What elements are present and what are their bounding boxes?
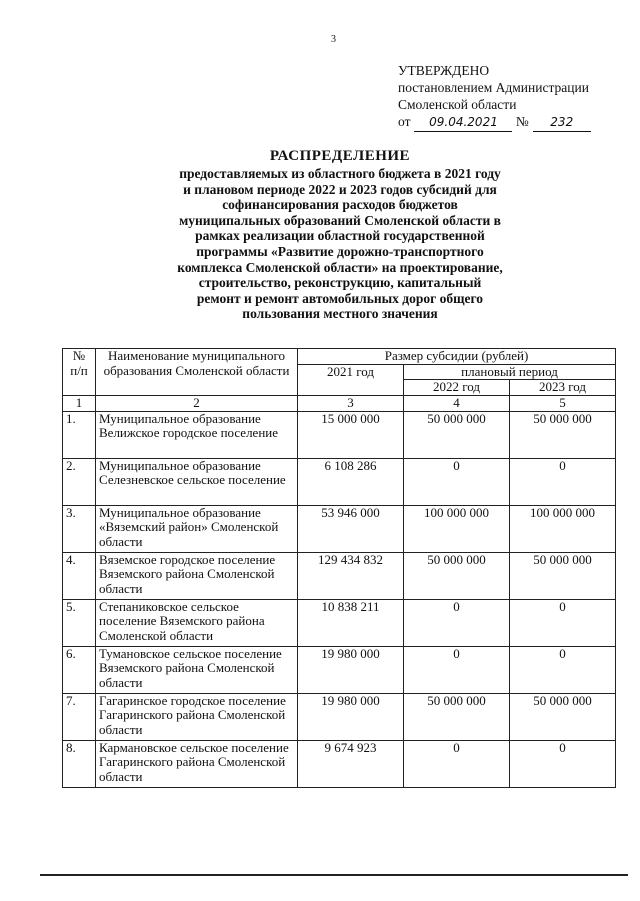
amount-2021: 19 980 000: [298, 646, 404, 693]
subtitle-line: муниципальных образований Смоленской области в: [179, 212, 501, 228]
amount-2021: 19 980 000: [298, 693, 404, 740]
header-2023: 2023 год: [510, 380, 616, 396]
date-prefix: от: [398, 114, 411, 129]
header-2022: 2022 год: [404, 380, 510, 396]
subtitle-line: пользования местного значения: [242, 306, 438, 322]
approval-date-line: [398, 113, 591, 132]
subtitle-line: и плановом периоде 2022 и 2023 годов субсидий для: [183, 181, 497, 197]
amount-2023: 0: [510, 740, 616, 787]
column-number: 5: [510, 395, 616, 411]
municipality-name: Степаниковское сельское поселение Вяземского района Смоленской области: [96, 599, 298, 646]
amount-2023: 50 000 000: [510, 411, 616, 458]
header-2021: 2021 год: [298, 364, 404, 395]
amount-2021: 10 838 211: [298, 599, 404, 646]
subtitle-line: предоставляемых из областного бюджета в 2021 году: [179, 166, 501, 181]
amount-2022: 50 000 000: [404, 693, 510, 740]
amount-2023: 100 000 000: [510, 505, 616, 552]
amount-2021: 15 000 000: [298, 411, 404, 458]
table-row: [63, 552, 616, 599]
approval-title: УТВЕРЖДЕНО: [398, 63, 490, 78]
row-number: 2.: [63, 458, 96, 505]
column-number: 4: [404, 395, 510, 411]
amount-2023: 50 000 000: [510, 693, 616, 740]
page-number: 3: [331, 34, 336, 45]
amount-2023: 0: [510, 599, 616, 646]
subtitle-line: программы «Развитие дорожно-транспортного: [196, 243, 484, 259]
row-number: 7.: [63, 693, 96, 740]
column-number: 2: [96, 395, 298, 411]
column-number: 1: [63, 395, 96, 411]
amount-2021: 6 108 286: [298, 458, 404, 505]
amount-2021: 129 434 832: [298, 552, 404, 599]
document-heading: [60, 146, 620, 322]
subtitle-line: ремонт и ремонт автомобильных дорог общего: [196, 290, 484, 306]
amount-2023: 0: [510, 646, 616, 693]
table-row: [63, 693, 616, 740]
table-row: [63, 411, 616, 458]
amount-2022: 0: [404, 740, 510, 787]
column-number-row: [63, 395, 616, 411]
amount-2022: 50 000 000: [404, 552, 510, 599]
table-row: [63, 505, 616, 552]
municipality-name: Кармановское сельское поселение Гагаринского района Смоленской области: [96, 740, 298, 787]
row-number: 8.: [63, 740, 96, 787]
amount-2022: 0: [404, 646, 510, 693]
number-prefix: №: [515, 114, 529, 129]
header-planned-period: плановый период: [404, 364, 616, 380]
approval-number: 232: [533, 114, 591, 132]
amount-2022: 50 000 000: [404, 411, 510, 458]
amount-2021: 9 674 923: [298, 740, 404, 787]
subtitle-line: рамках реализации областной государственной: [195, 228, 485, 244]
row-number: 5.: [63, 599, 96, 646]
document-subtitle: [60, 166, 620, 322]
bottom-rule: [40, 874, 628, 876]
subtitle-line: строительство, реконструкцию, капитальный: [198, 275, 482, 291]
amount-2023: 50 000 000: [510, 552, 616, 599]
row-number: 4.: [63, 552, 96, 599]
table-body: [63, 411, 616, 787]
approval-issuer: постановлением Администрации: [398, 80, 589, 95]
amount-2021: 53 946 000: [298, 505, 404, 552]
approval-date: 09.04.2021: [414, 114, 512, 132]
amount-2022: 0: [404, 458, 510, 505]
amount-2022: 0: [404, 599, 510, 646]
municipality-name: Муниципальное образование «Вяземский район» Смоленской области: [96, 505, 298, 552]
municipality-name: Вяземское городское поселение Вяземского района Смоленской области: [96, 552, 298, 599]
subtitle-line: софинансирования расходов бюджетов: [222, 197, 458, 213]
row-number: 1.: [63, 411, 96, 458]
approval-stamp: [398, 62, 591, 132]
amount-2023: 0: [510, 458, 616, 505]
approval-region: Смоленской области: [398, 97, 517, 112]
subsidy-table: [62, 348, 616, 788]
table-row: [63, 599, 616, 646]
amount-2022: 100 000 000: [404, 505, 510, 552]
table-row: [63, 646, 616, 693]
municipality-name: Муниципальное образование Велижское городское поселение: [96, 411, 298, 458]
row-number: 6.: [63, 646, 96, 693]
municipality-name: Гагаринское городское поселение Гагаринского района Смоленской области: [96, 693, 298, 740]
subtitle-line: комплекса Смоленской области» на проектирование,: [177, 259, 503, 275]
document-title: РАСПРЕДЕЛЕНИЕ: [269, 148, 411, 164]
header-num: № п/п: [63, 349, 96, 396]
table-row: [63, 740, 616, 787]
header-amount: Размер субсидии (рублей): [298, 349, 616, 365]
header-name: Наименование муниципального образования Смоленской области: [96, 349, 298, 396]
row-number: 3.: [63, 505, 96, 552]
column-number: 3: [298, 395, 404, 411]
municipality-name: Муниципальное образование Селезневское сельское поселение: [96, 458, 298, 505]
table-row: [63, 458, 616, 505]
municipality-name: Тумановское сельское поселение Вяземского района Смоленской области: [96, 646, 298, 693]
